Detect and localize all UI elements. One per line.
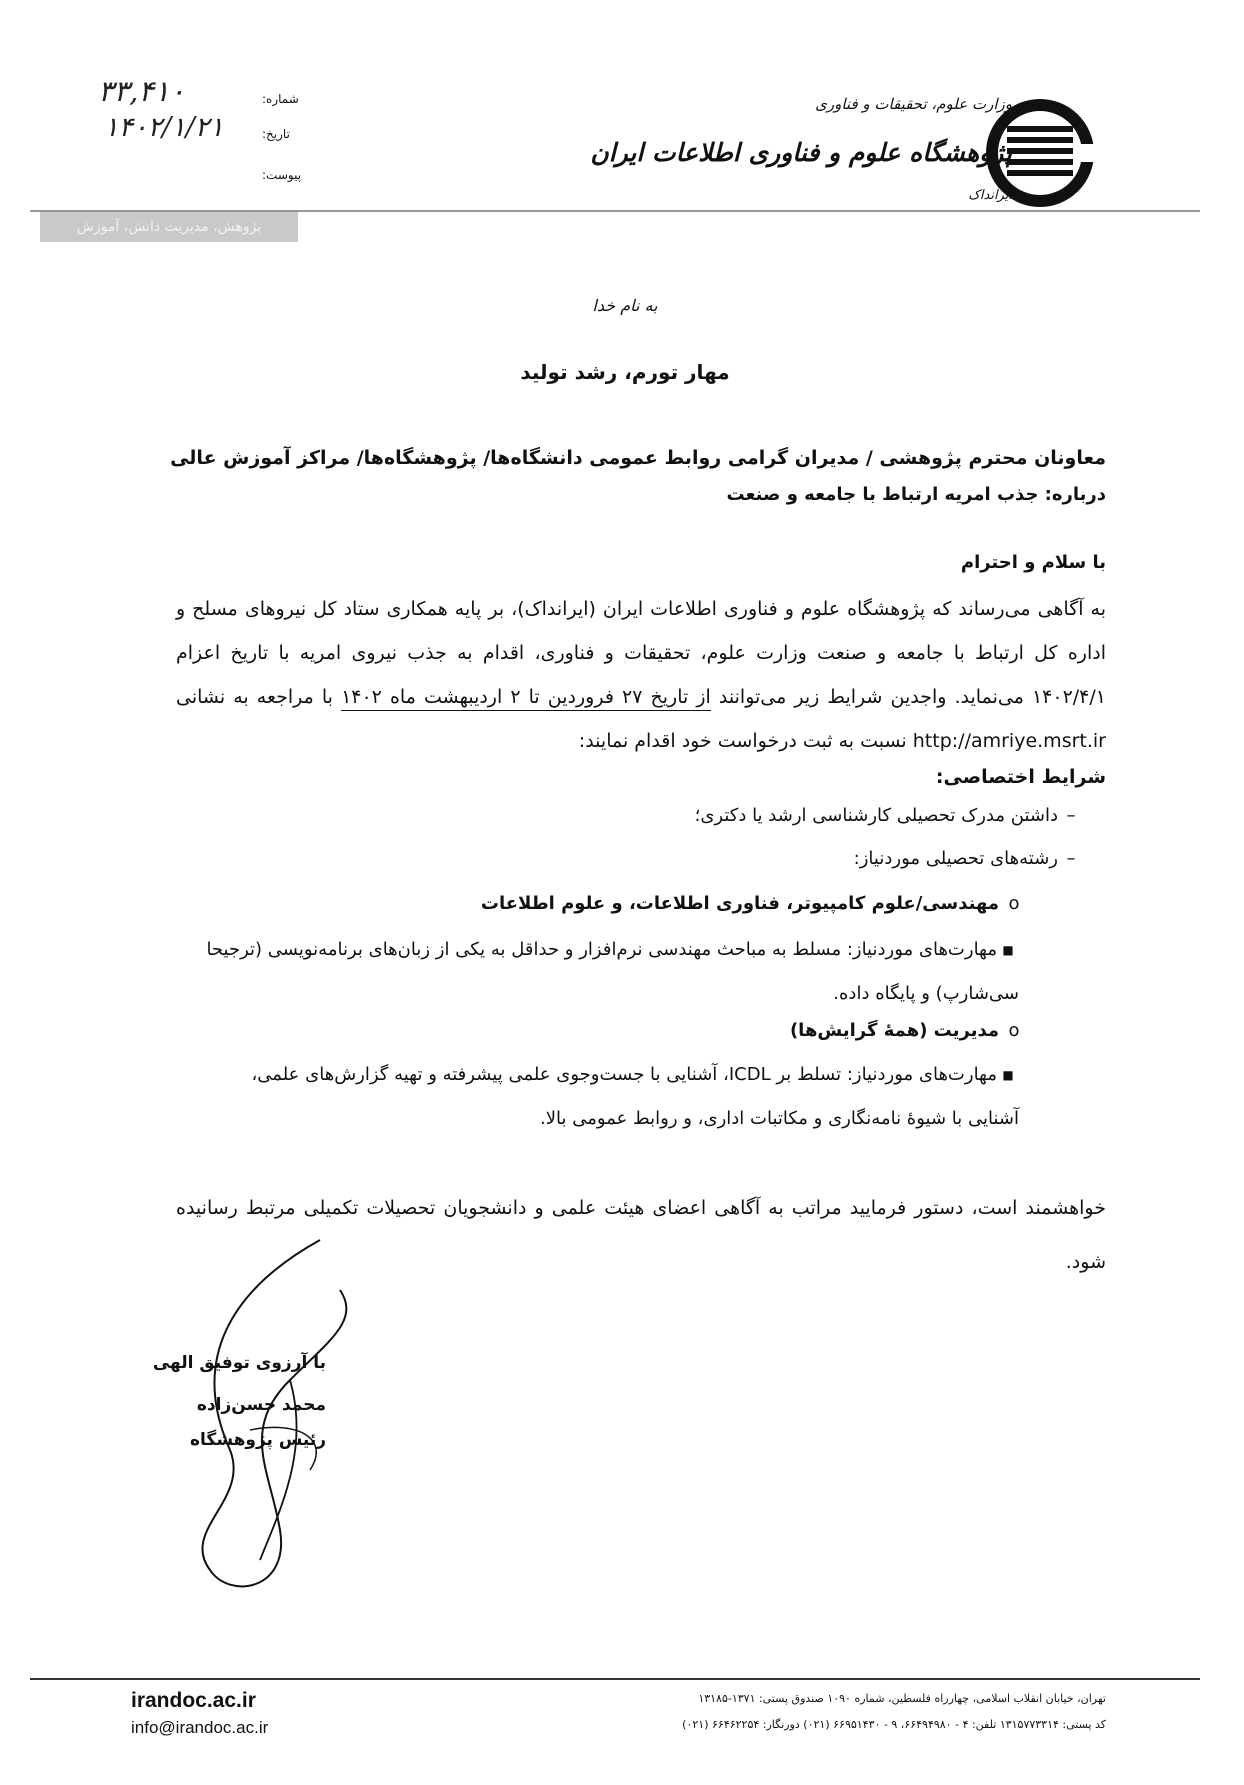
institute-acronym: ایرانداک (968, 188, 1012, 203)
subject-line: درباره: جذب امریه ارتباط با جامعه و صنعت (726, 484, 1106, 505)
circle-bullet-icon: o (1008, 1020, 1020, 1041)
footer-website[interactable]: irandoc.ac.ir (131, 1689, 256, 1712)
condition-item (695, 805, 1084, 826)
skill-text: مهارت‌های موردنیاز: تسلط بر ICDL، آشنایی با جست‌وجوی علمی پیشرفته و تهیه گزارش‌های علمی، آشنایی با شیوهٔ نامه‌نگاری و مکاتبات اداری، و روابط عمومی بالا. (251, 1064, 1019, 1129)
footer-contact: کد پستی: ۱۳۱۵۷۷۳۳۱۴ تلفن: ۴ - ۶۶۴۹۴۹۸۰، ۹ - ۶۶۹۵۱۴۳۰ (۰۲۱) دورنگار: ۶۶۴۶۲۲۵۴ (۰۲۱) (682, 1718, 1106, 1731)
square-bullet-icon: ■ (1002, 943, 1014, 957)
circle-bullet-icon: o (1008, 893, 1020, 914)
field-item (481, 893, 1029, 914)
registration-period: از تاریخ ۲۷ فروردین تا ۲ اردیبهشت ماه ۱۴۰۲ (341, 686, 711, 711)
letter-number: ۳۳,۴۱۰ (98, 74, 186, 108)
handwritten-signature (170, 1230, 410, 1610)
paragraph-text: به آگاهی می‌رساند که پژوهشگاه علوم و فناوری اطلاعات ایران (ایرانداک)، بر پایه همکاری ستاد کل نیروهای مسلح و اداره کل ارتباط با جامعه و صنعت وزارت علوم، تحقیقات و فناوری، اقدام به جذب نیروی امریه با تاریخ اعزام ۱۴۰۲/۴/۱ می‌نماید. واجدین شرایط زیر می‌توانند (176, 598, 1106, 708)
dash-bullet: – (1066, 848, 1076, 869)
attachment-label: پیوست: (262, 168, 302, 182)
field-item (790, 1020, 1029, 1041)
signer-name: محمد حسن‌زاده (196, 1395, 326, 1415)
date-label: تاریخ: (262, 127, 290, 141)
condition-item (854, 848, 1084, 869)
greeting: با سلام و احترام (960, 552, 1106, 573)
footer-address: تهران، خیابان انقلاب اسلامی، چهارراه فلسطین، شماره ۱۰۹۰ صندوق پستی: ۱۳۷۱-۱۳۱۸۵ (698, 1692, 1106, 1705)
field-name: مهندسی/علوم کامپیوتر، فناوری اطلاعات، و علوم اطلاعات (480, 893, 999, 914)
main-paragraph (176, 587, 1106, 763)
paragraph-text: نسبت به ثبت درخواست خود اقدام نمایند: (578, 730, 913, 752)
registration-url[interactable]: http://amriye.msrt.ir (912, 730, 1106, 752)
condition-text: داشتن مدرک تحصیلی کارشناسی ارشد یا دکتری؛ (694, 805, 1058, 826)
department-tag: پژوهش، مدیریت دانش، آموزش (40, 212, 298, 242)
skill-item (199, 928, 1019, 1016)
paragraph-text: با مراجعه به نشانی (176, 686, 342, 708)
square-bullet-icon: ■ (1002, 1068, 1014, 1082)
footer-divider (30, 1678, 1200, 1680)
recipients: معاونان محترم پژوهشی / مدیران گرامی روابط عمومی دانشگاه‌ها/ پژوهشگاه‌ها/ مراکز آموزش عالی (170, 447, 1106, 469)
signer-title: رئیس پژوهشگاه (190, 1430, 326, 1450)
footer-email[interactable]: info@irandoc.ac.ir (131, 1718, 269, 1737)
skill-item (199, 1053, 1019, 1141)
closing-paragraph: خواهشمند است، دستور فرمایید مراتب به آگاهی اعضای هیئت علمی و دانشجویان تحصیلات تکمیلی مرتبط رسانیده شود. (176, 1197, 1106, 1273)
skill-text: مهارت‌های موردنیاز: مسلط به مباحث مهندسی نرم‌افزار و حداقل به یکی از زبان‌های برنامه‌نویسی (ترجیحا سی‌شارپ) و پایگاه داده. (206, 939, 1019, 1004)
ministry-name: وزارت علوم، تحقیقات و فناوری (815, 95, 1012, 113)
field-name: مدیریت (همهٔ گرایش‌ها) (789, 1020, 999, 1041)
letter-date: ۱۴۰۲/۱/۲۱ (104, 112, 224, 143)
dash-bullet: – (1066, 805, 1076, 826)
institute-name: پژوهشگاه علوم و فناوری اطلاعات ایران (590, 138, 1012, 167)
number-label: شماره: (262, 92, 299, 106)
year-motto: مهار تورم، رشد تولید (520, 360, 730, 384)
special-conditions-title: شرایط اختصاصی: (935, 766, 1106, 788)
signature-salutation: با آرزوی توفیق الهی (152, 1353, 326, 1373)
condition-text: رشته‌های تحصیلی موردنیاز: (853, 848, 1058, 869)
invocation: به نام خدا (592, 296, 658, 315)
